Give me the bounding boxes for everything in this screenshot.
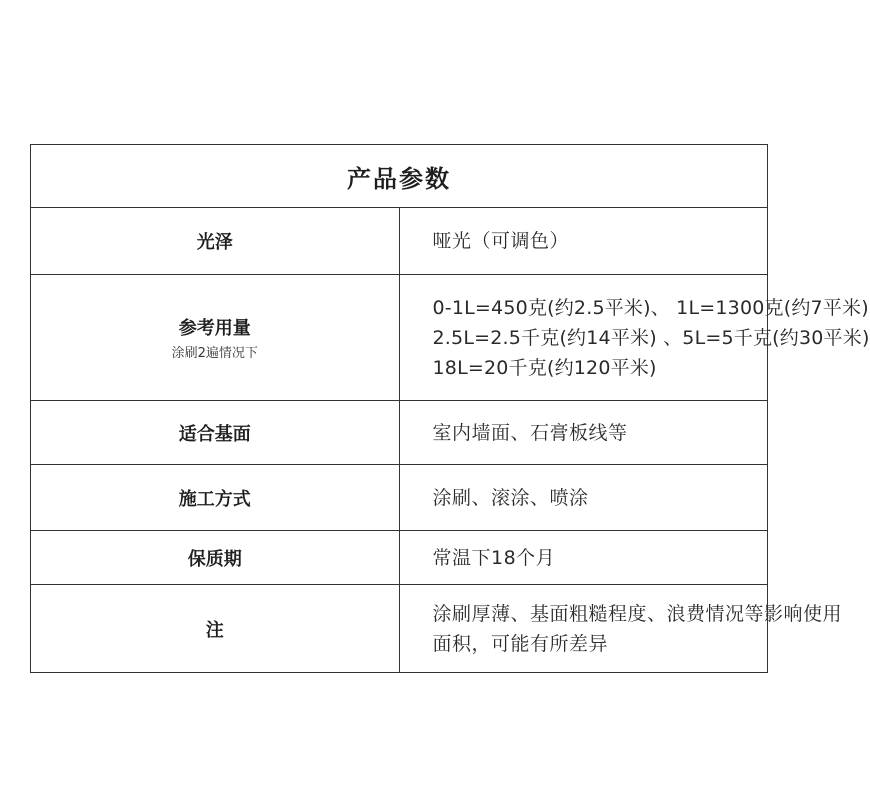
- row-value-line: 2.5L=2.5千克(约14平米) 、5L=5千克(约30平米): [432, 326, 870, 349]
- row-value-line: 涂刷、滚涂、喷涂: [432, 486, 589, 509]
- row-value-line: 涂刷厚薄、基面粗糙程度、浪费情况等影响使用: [432, 602, 843, 625]
- row-value-line: 0-1L=450克(约2.5平米)、 1L=1300克(约7平米): [432, 296, 869, 319]
- row-label-text: 光泽: [196, 232, 233, 253]
- row-value-gloss: [399, 208, 768, 275]
- table-row: [31, 275, 768, 401]
- row-value-line: 常温下18个月: [432, 546, 556, 569]
- row-label-text: 施工方式: [178, 488, 251, 510]
- row-label-substrate: [31, 401, 400, 465]
- row-label-note: [31, 585, 400, 673]
- table-title: 产品参数: [31, 145, 768, 208]
- row-label-text: 注: [205, 619, 224, 641]
- row-label-subtext: 涂刷2遍情况下: [171, 346, 258, 361]
- title-row: [31, 145, 768, 208]
- table-row: [31, 585, 768, 673]
- row-label-usage: [31, 275, 400, 401]
- row-value-shelf-life: [399, 531, 768, 585]
- row-label-gloss: [31, 208, 400, 275]
- row-label-application: [31, 465, 400, 531]
- row-value-line: 18L=20千克(约120平米): [432, 356, 657, 379]
- table-row: [31, 531, 768, 585]
- product-spec-table: [30, 144, 870, 673]
- row-value-line: 室内墙面、石膏板线等: [432, 421, 628, 444]
- row-label-text: 适合基面: [178, 423, 251, 445]
- table-row: [31, 208, 768, 275]
- row-value-application: [399, 465, 768, 531]
- row-value-line: 面积，可能有所差异: [432, 632, 609, 655]
- table-row: [31, 401, 768, 465]
- row-value-usage: [399, 275, 870, 401]
- row-label-text: 参考用量: [178, 318, 251, 339]
- row-value-substrate: [399, 401, 768, 465]
- row-label-text: 保质期: [187, 548, 242, 570]
- row-value-line: 哑光（可调色）: [432, 230, 570, 252]
- row-label-shelf-life: [31, 531, 400, 585]
- row-value-note: [399, 585, 843, 673]
- table-row: [31, 465, 768, 531]
